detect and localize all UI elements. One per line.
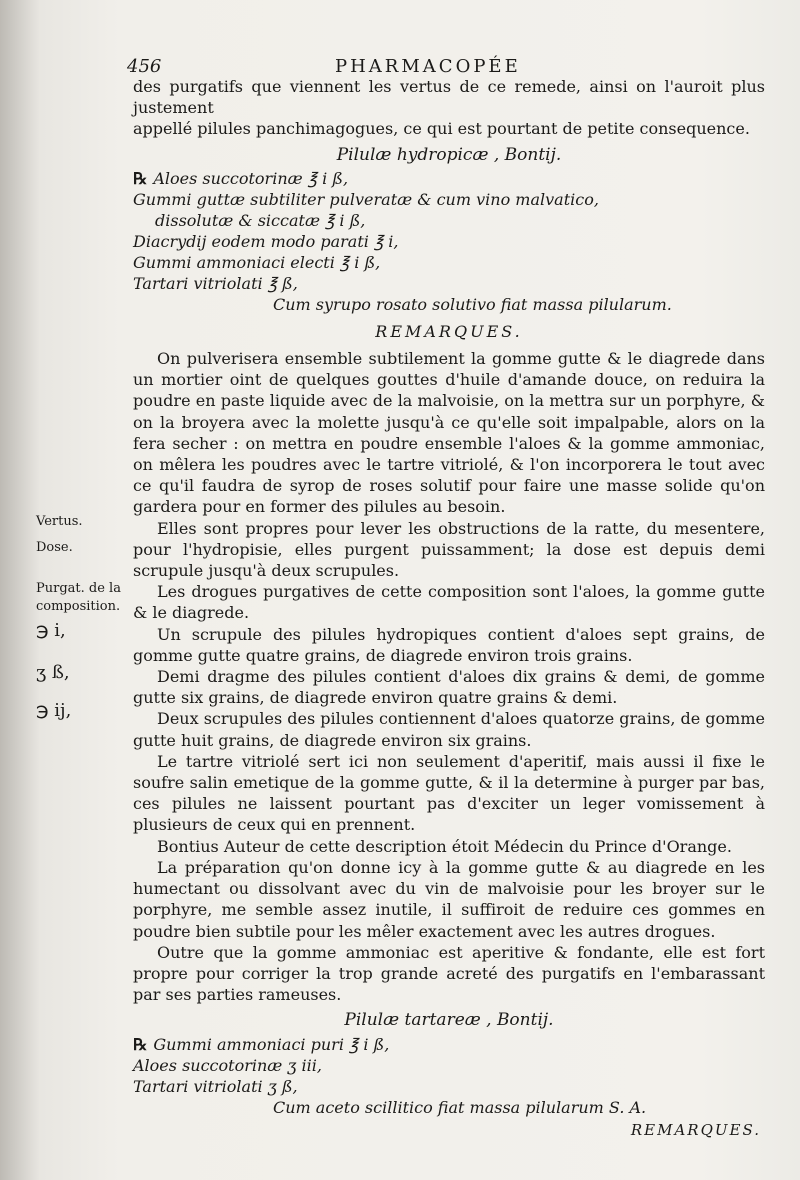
- paragraph: Demi dragme des pilules contient d'aloes dix grains & demi, de gomme gutte six grains, de diagrede environ quatre grains & demi.: [133, 667, 765, 708]
- recipe-2-line: Tartari vitriolati ʒ ß,: [133, 1076, 298, 1096]
- recipe-1-line: Cum syrupo rosato solutivo fiat massa pilularum.: [273, 294, 672, 314]
- margin-note-dose: Dose.: [36, 540, 73, 555]
- recipe-1-title: Pilulæ hydropicæ , Bontij.: [336, 144, 562, 165]
- recipe-2-line: Cum aceto scillitico fiat massa pilularum S. A.: [273, 1097, 647, 1117]
- recipe-1-line: ℞ Aloes succotorinæ ℥ i ß,: [133, 168, 349, 188]
- paragraph: Deux scrupules des pilules contiennent d'aloes quatorze grains, de gomme gutte huit grains, de diagrede environ six grains.: [133, 709, 765, 750]
- paragraph: La préparation qu'on donne icy à la gomme gutte & au diagrede en les humectant ou dissolvant avec du vin de malvoisie pour les broyer sur le porphyre, me semble assez inutile, il suffiroit de reduire ces gommes en poudre bien subtile pour les mêler exactement avec les autres drogues.: [133, 857, 765, 941]
- recipe-1-line: Gummi guttæ subtiliter pulveratæ & cum vino malvatico,: [133, 189, 599, 209]
- page-number: 456: [127, 56, 162, 77]
- paragraph: On pulverisera ensemble subtilement la gomme gutte & le diagrede dans un mortier oint de quelques gouttes d'huile d'amande douce, on reduira la poudre en paste liquide avec de la malvoisie, on la mettra sur un porphyre, & on la broyera avec la molette jusqu'à ce qu'elle soit impalpable, alors on la fera secher : on mettra en poudre ensemble l'aloes & la gomme ammoniac, on mêlera les poudres avec le tartre vitriolé, & l'on incorporera le tout avec ce qu'il faudra de syrop de roses solutif pour faire une masse solide qu'on gardera pour en former des pilules au besoin.: [133, 349, 765, 517]
- paragraph: Outre que la gomme ammoniac est aperitive & fondante, elle est fort propre pour corriger la trop grande acreté des purgatifs en l'embarassant par ses parties rameuses.: [133, 942, 765, 1005]
- paragraph: Elles sont propres pour lever les obstructions de la ratte, du mesentere, pour l'hydropisie, elles purgent puissamment; la dose est depuis demi scrupule jusqu'à deux scrupules.: [133, 518, 765, 581]
- recipe-1-line: Gummi ammoniaci electi ℥ i ß,: [133, 252, 381, 272]
- recipe-1-line: Diacrydij eodem modo parati ℥ i,: [133, 231, 399, 251]
- intro-line-1: des purgatifs que viennent les vertus de ce remede, ainsi on l'auroit plus justement: [133, 77, 765, 118]
- recipe-1: [133, 168, 765, 315]
- recipe-2-title: Pilulæ tartareæ , Bontij.: [344, 1010, 554, 1031]
- paragraph: Bontius Auteur de cette description étoit Médecin du Prince d'Orange.: [157, 836, 732, 856]
- recipe-2: [133, 1034, 765, 1118]
- rx-icon: ℞: [133, 168, 148, 188]
- recipe-1-line: Tartari vitriolati ℥ ß,: [133, 273, 298, 293]
- margin-note-drachm-half: ʒ ß,: [36, 662, 70, 683]
- remarks-title-2: REMARQUES.: [630, 1120, 761, 1139]
- paragraph: Un scrupule des pilules hydropiques contient d'aloes sept grains, de gomme gutte quatre grains, de diagrede environ trois grains.: [133, 624, 765, 665]
- margin-note-vertus: Vertus.: [36, 514, 83, 529]
- remarks-title: REMARQUES.: [375, 321, 523, 341]
- paragraph: Les drogues purgatives de cette composition sont l'aloes, la gomme gutte & le diagrede.: [133, 582, 765, 623]
- recipe-2-line: ℞ Gummi ammoniaci puri ℥ i ß,: [133, 1034, 390, 1054]
- recipe-1-line: dissolutæ & siccatæ ℥ i ß,: [155, 210, 366, 230]
- running-title: PHARMACOPÉE: [335, 56, 521, 77]
- margin-note-composition: composition.: [36, 599, 121, 614]
- margin-note-scruple-one: ℈ i,: [36, 620, 66, 641]
- margin-note-scruple-two: ℈ ij,: [36, 700, 72, 721]
- margin-note-purgat: Purgat. de la: [36, 581, 121, 596]
- rx-icon: ℞: [133, 1034, 148, 1054]
- intro-line-2: appellé pilules panchimagogues, ce qui est pourtant de petite consequence.: [133, 119, 750, 139]
- paragraph: Le tartre vitriolé sert ici non seulement d'aperitif, mais aussi il fixe le soufre salin emetique de la gomme gutte, & il la determine à purger par bas, ces pilules ne laissent pourtant pas d'exciter un leger vomissement à plusieurs de ceux qui en prennent.: [133, 751, 765, 835]
- recipe-2-line: Aloes succotorinæ ʒ iii,: [133, 1055, 322, 1075]
- main-text: [133, 76, 765, 1141]
